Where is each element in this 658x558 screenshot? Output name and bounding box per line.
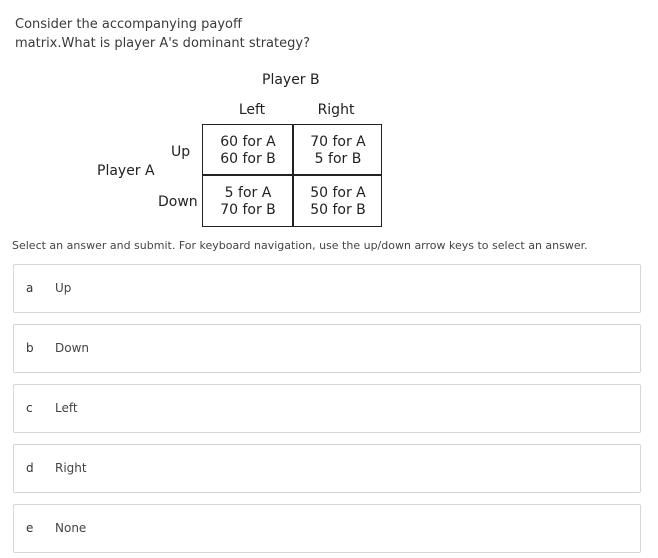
option-c[interactable] — [13, 384, 641, 433]
cell-up-left-payoff-b: 60 for B — [220, 151, 276, 167]
option-a[interactable] — [13, 264, 641, 313]
option-e[interactable] — [13, 504, 641, 553]
cell-down-left — [204, 185, 292, 219]
cell-up-left — [204, 134, 292, 168]
cell-up-left-payoff-a: 60 for A — [220, 134, 276, 150]
option-letter: e — [26, 521, 34, 535]
option-label: Down — [55, 341, 90, 355]
cell-down-left-payoff-a: 5 for A — [224, 185, 272, 201]
option-letter: d — [26, 461, 34, 475]
option-d[interactable] — [13, 444, 641, 493]
cell-up-right-payoff-a: 70 for A — [310, 134, 366, 150]
cell-up-right — [294, 134, 382, 168]
option-letter: c — [26, 401, 33, 415]
cell-down-left-payoff-b: 70 for B — [220, 202, 276, 218]
cell-up-right-payoff-b: 5 for B — [314, 151, 362, 167]
matrix-horizontal-divider — [203, 174, 381, 176]
col-header-left: Left — [238, 102, 266, 118]
row-header-down: Down — [158, 194, 198, 210]
cell-down-right — [294, 185, 382, 219]
matrix-grid — [202, 124, 382, 227]
question-line-2: matrix.What is player A's dominant strategy? — [15, 36, 310, 51]
question-line-1: Consider the accompanying payoff — [15, 17, 242, 32]
player-a-label: Player A — [97, 163, 155, 179]
option-label: Left — [55, 401, 78, 415]
question-text — [15, 15, 315, 53]
player-b-label: Player B — [262, 72, 320, 88]
option-letter: a — [26, 281, 34, 295]
cell-down-right-payoff-b: 50 for B — [310, 202, 366, 218]
option-label: Up — [55, 281, 72, 295]
col-header-right: Right — [317, 102, 355, 118]
instruction-text: Select an answer and submit. For keyboard navigation, use the up/down arrow keys to select an answer. — [12, 239, 588, 252]
option-b[interactable] — [13, 324, 641, 373]
option-label: Right — [55, 461, 87, 475]
cell-down-right-payoff-a: 50 for A — [310, 185, 366, 201]
option-label: None — [55, 521, 87, 535]
option-letter: b — [26, 341, 34, 355]
row-header-up: Up — [171, 144, 191, 160]
